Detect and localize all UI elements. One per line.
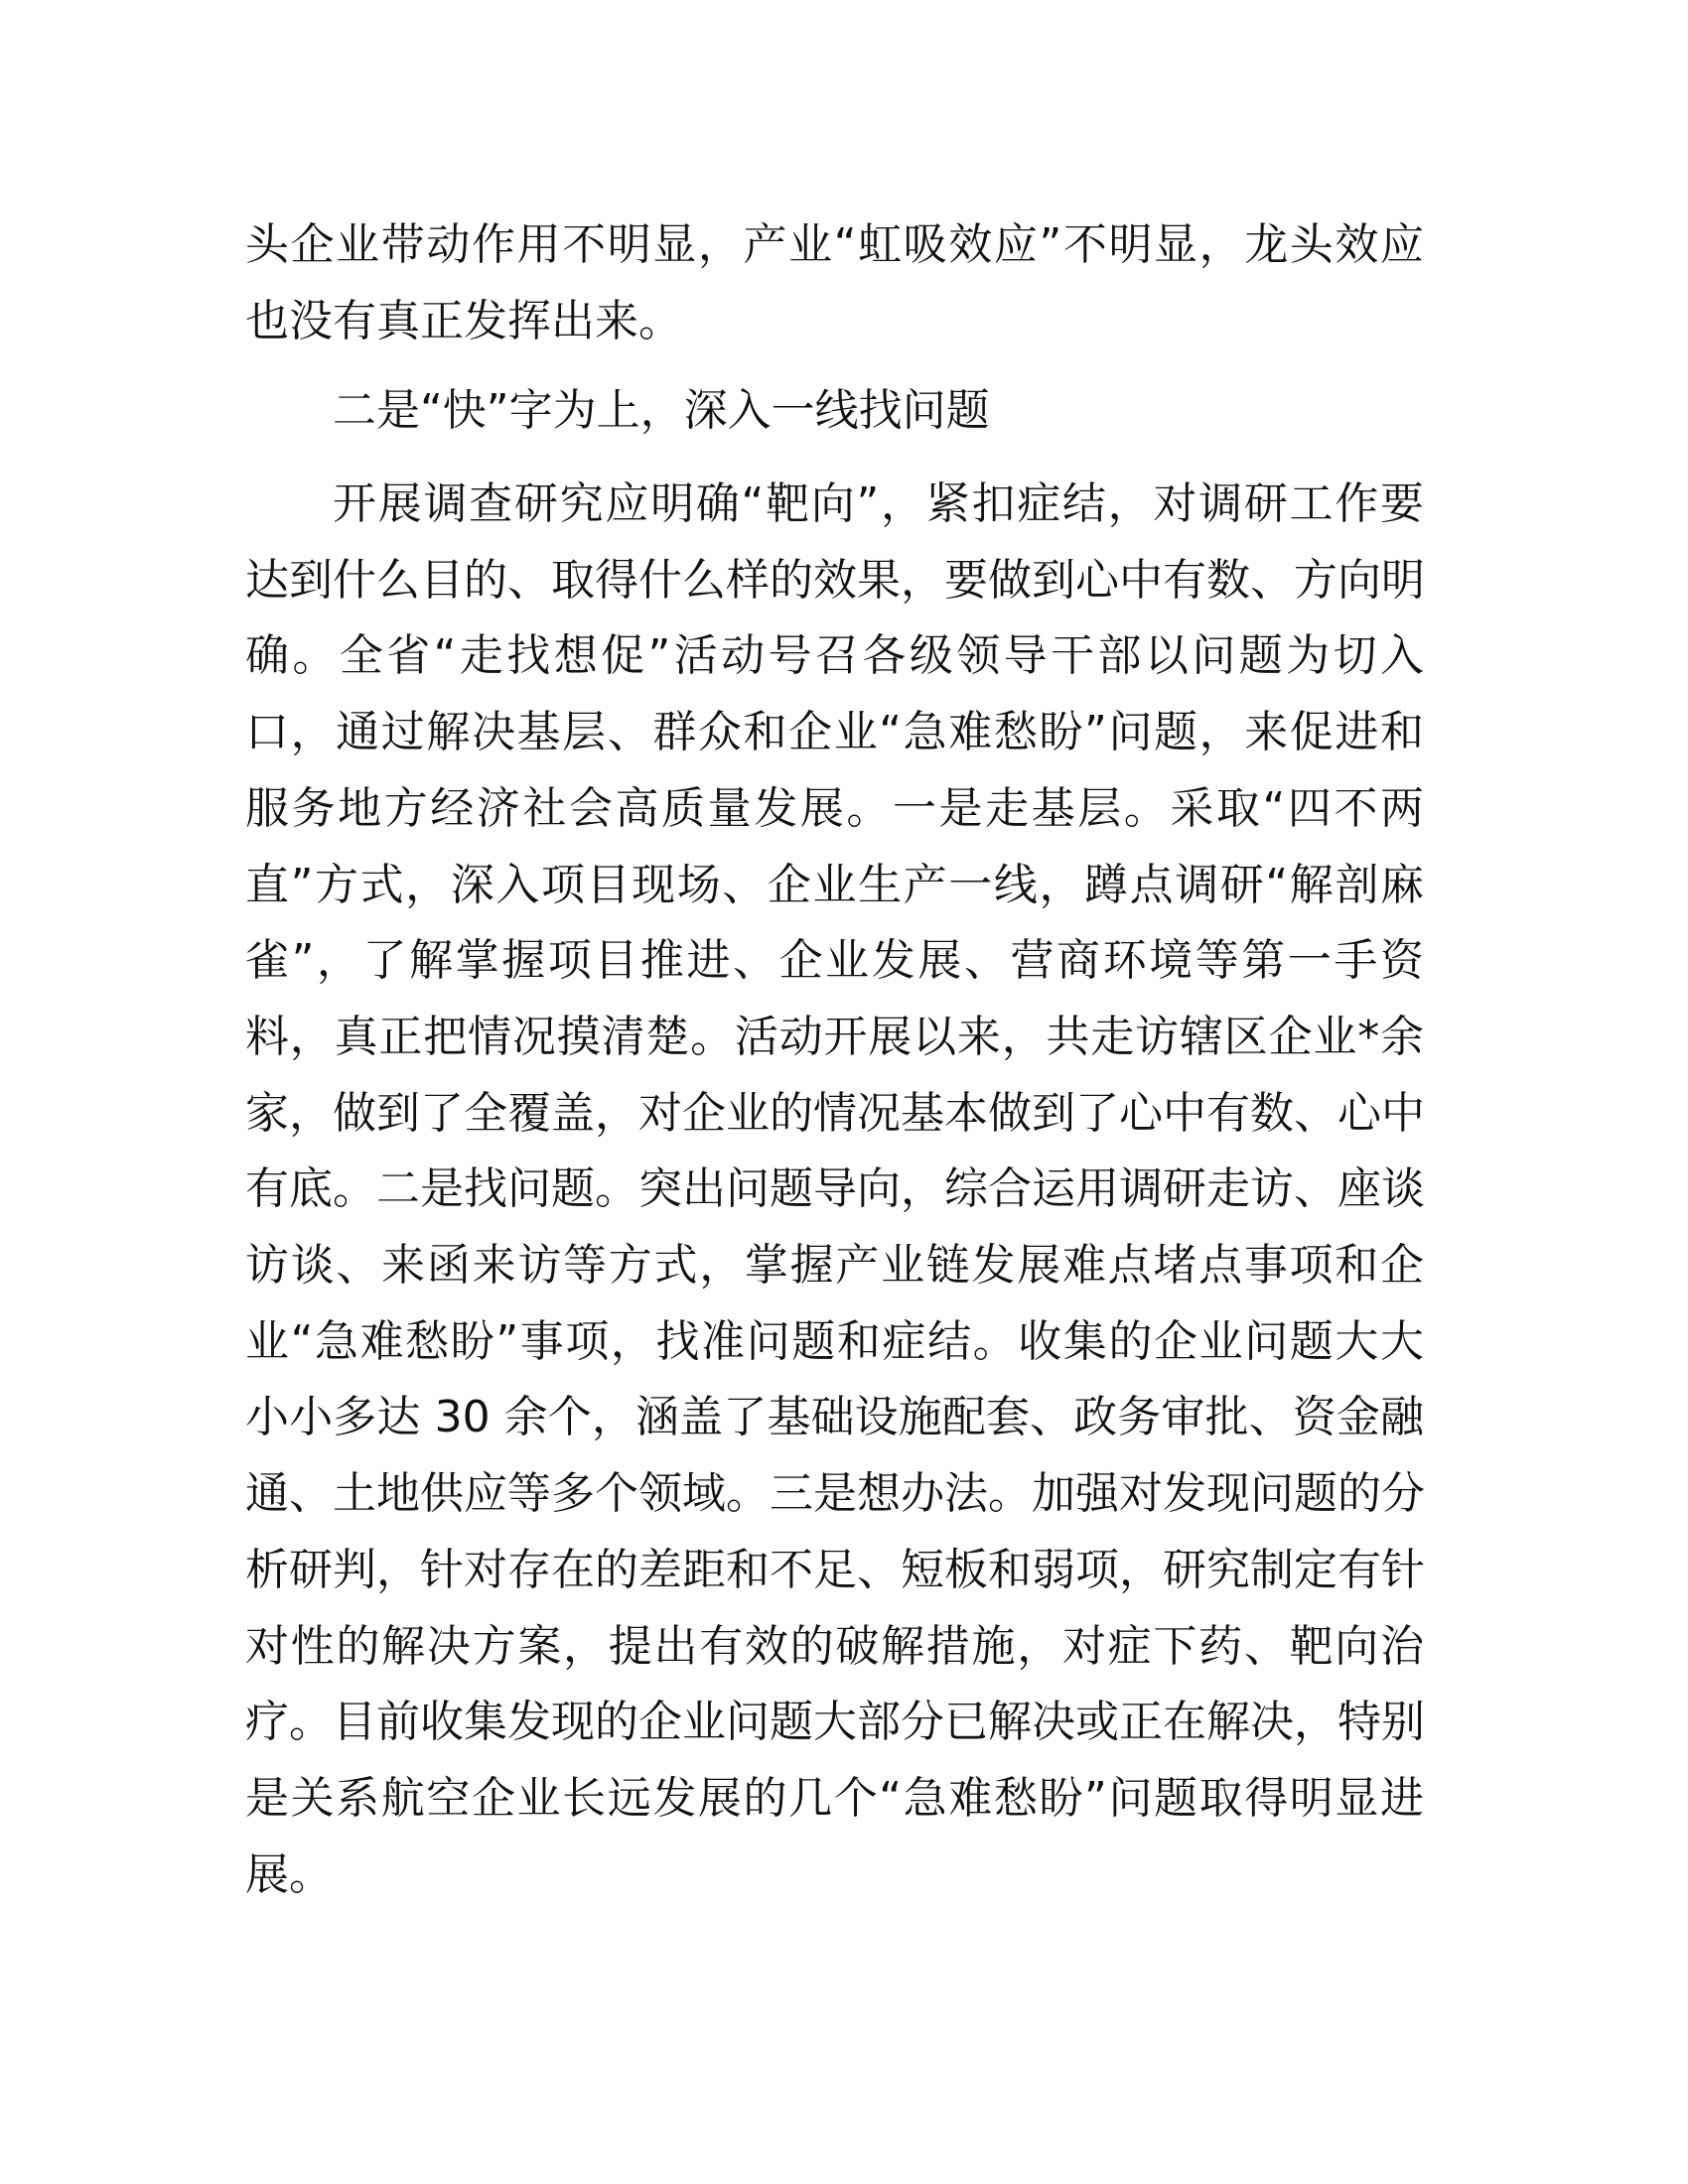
paragraph-2-line: 直”方式，深入项目现场、企业生产一线，蹲点调研“解剖麻: [245, 859, 1424, 910]
paragraph-2-line: 访谈、来函来访等方式，掌握产业链发展难点堵点事项和企: [245, 1240, 1424, 1291]
paragraph-2-line: 是关系航空企业长远发展的几个“急难愁盼”问题取得明显进: [245, 1772, 1424, 1824]
paragraph-2-line: 达到什么目的、取得什么样的效果，要做到心中有数、方向明: [245, 554, 1425, 606]
paragraph-2-line: 通、土地供应等多个领域。三是想办法。加强对发现问题的分: [245, 1468, 1425, 1520]
paragraph-2-line: 对性的解决方案，提出有效的破解措施，对症下药、靶向治: [245, 1620, 1424, 1672]
paragraph-2-line: 展。: [245, 1848, 333, 1900]
paragraph-2-line: 服务地方经济社会高质量发展。一是走基层。采取“四不两: [245, 782, 1424, 834]
paragraph-2-line: 有底。二是找问题。突出问题导向，综合运用调研走访、座谈: [245, 1163, 1425, 1215]
paragraph-2-line: 雀”，了解掌握项目推进、企业发展、营商环境等第一手资: [245, 935, 1424, 987]
paragraph-2-line: 口，通过解决基层、群众和企业“急难愁盼”问题，来促进和: [245, 707, 1424, 758]
paragraph-2-line: 业“急难愁盼”事项，找准问题和症结。收集的企业问题大大: [245, 1315, 1424, 1367]
paragraph-2-line: 料，真正把情况摸清楚。活动开展以来，共走访辖区企业*余: [245, 1011, 1424, 1062]
paragraph-2-line: 开展调查研究应明确“靶向”，紧扣症结，对调研工作要: [333, 478, 1424, 529]
paragraph-2-line: 家，做到了全覆盖，对企业的情况基本做到了心中有数、心中: [245, 1087, 1425, 1139]
paragraph-2-line: 疗。目前收集发现的企业问题大部分已解决或正在解决，特别: [245, 1697, 1425, 1748]
paragraph-1-line: 也没有真正发挥出来。: [245, 296, 682, 346]
paragraph-2-line: 析研判，针对存在的差距和不足、短板和弱项，研究制定有针: [245, 1544, 1425, 1595]
paragraph-2-line: 小小多达 30 余个，涵盖了基础设施配套、政务审批、资金融: [245, 1392, 1424, 1443]
paragraph-2-line: 确。全省“走找想促”活动号召各级领导干部以问题为切入: [245, 630, 1424, 682]
paragraph-1-line: 头企业带动作用不明显，产业“虹吸效应”不明显，龙头效应: [245, 219, 1424, 270]
section-heading: 二是“快”字为上，深入一线找问题: [333, 385, 990, 436]
